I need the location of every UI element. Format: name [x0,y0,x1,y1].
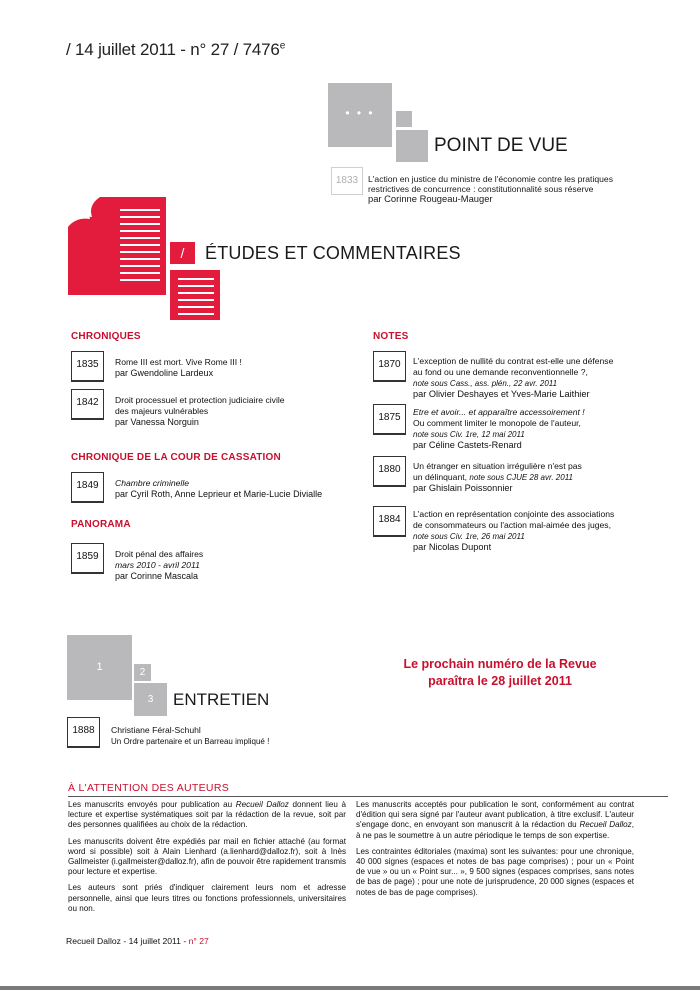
issue-suffix: e [279,40,286,52]
article-title: des majeurs vulnérables [115,406,209,416]
article-1833-text[interactable] [368,174,678,204]
heading-notes: NOTES [373,331,409,342]
entretien-icon-1: 1 [67,635,132,700]
heading-cour-de-cassation: CHRONIQUE DE LA COUR DE CASSATION [71,452,281,463]
article-author: par Nicolas Dupont [413,542,492,552]
article-title: un délinquant, [413,472,467,482]
article-number: 1849 [71,472,104,503]
text-line [178,278,214,280]
article-note: note sous CJUE 28 avr. 2011 [469,473,574,482]
section-title-entretien: ENTRETIEN [173,690,270,709]
article-text [413,461,582,494]
point-de-vue-icon-small-square [396,111,412,127]
text-line [178,299,214,301]
footer-text: Recueil Dalloz - 14 juillet 2011 - [66,936,189,946]
authors-notice-left-column [68,800,346,920]
next-issue-date: paraîtra le 28 juillet 2011 [428,674,572,688]
article-author: par Ghislain Poissonnier [413,483,513,493]
article-title-line: restrictives de concurrence : constitutionnalité sous réserve [368,184,594,194]
article-title: Droit pénal des affaires [115,549,204,559]
article-text [115,478,322,500]
article-number: 1875 [373,404,406,435]
heading-chroniques: CHRONIQUES [71,331,141,342]
text-line [120,265,160,267]
page-footer [66,936,209,946]
notice-paragraph: Les auteurs sont priés d'indiquer clairement leurs nom et adresse personnelle, ainsi que leurs titres ou fonctions professionnels, universitaires ou non. [68,883,346,913]
entretien-icon-3: 3 [134,683,167,716]
authors-notice-title: À L'ATTENTION DES AUTEURS [68,782,230,794]
text-line [178,285,214,287]
notice-paragraph: Les manuscrits doivent être expédiés par mail en fichier attaché (au format word si possible) soit à Alain Lienhard (a.lienhard@dalloz.fr), soit à Inès Gallmeister (i.gallmeister@dalloz.fr), afin de pouvoir être rapidement transmis pour lecture et expertise. [68,836,346,877]
article-number: 1888 [67,717,100,748]
text-line [120,230,160,232]
text-line [120,223,160,225]
article-title: Chambre criminelle [115,478,190,488]
article-number: 1835 [71,351,104,382]
article-text [413,509,614,553]
bottom-border [0,986,700,990]
article-author: par Olivier Deshayes et Yves-Marie Laithier [413,389,590,399]
next-issue-notice [360,656,640,690]
issue-line: / 14 juillet 2011 - n° 27 / 7476 [66,40,280,59]
slash-icon: / [170,242,195,264]
article-text [115,357,242,379]
article-note: note sous Civ. 1re, 12 mai 2011 [413,430,525,439]
issue-header [66,40,285,60]
point-de-vue-icon-mid-square [396,130,428,162]
article-author: par Cyril Roth, Anne Leprieur et Marie-Lucie Divialle [115,489,323,499]
article-number: 1859 [71,543,104,574]
article-title: de consommateurs ou l'action mal-aimée des juges, [413,520,611,530]
text-line [120,209,160,211]
article-author: par Céline Castets-Renard [413,440,522,450]
article-text [413,356,613,400]
article-author: par Corinne Rougeau-Mauger [368,193,493,204]
ellipsis-icon: • • • [345,106,375,120]
article-author: par Vanessa Norguin [115,417,199,427]
text-line [120,279,160,281]
article-note: note sous Cass., ass. plén., 22 avr. 2011 [413,379,558,388]
article-number-1833[interactable]: 1833 [331,167,363,195]
text-line [178,313,214,315]
section-title-etudes: ÉTUDES ET COMMENTAIRES [205,243,461,263]
text-line [120,272,160,274]
article-title: Droit processuel et protection judiciaire civile [115,395,285,405]
section-title-point-de-vue: POINT DE VUE [434,135,568,156]
article-title: Un étranger en situation irrégulière n'est pas [413,461,582,471]
interviewee-name: Christiane Féral-Schuhl [111,725,201,735]
text-line [178,306,214,308]
notice-paragraph: Les manuscrits acceptés pour publication le sont, conformément au contrat d'édition qui sera signé par l'auteur avant publication, à titre exclusif. L'auteur s'engage donc, en envoyant son manuscrit à la rédaction du Recueil Dalloz, à ne pas le soumettre à un autre périodique le temps de son expertise. [356,800,634,840]
notice-paragraph: Les manuscrits envoyés pour publication au Recueil Dalloz donnent lieu à lecture et expertise systématiques soit par la rédaction de la revue, soit par des personnes qualifiées au choix de la rédaction. [68,800,346,830]
text-line [120,251,160,253]
article-author: par Corinne Mascala [115,571,199,581]
article-text [111,725,269,747]
article-title: au fond ou une demande reconventionnelle ?, [413,367,588,377]
article-text [413,407,585,451]
article-text [115,549,203,582]
article-title: Rome III est mort. Vive Rome III ! [115,357,242,367]
text-line [120,244,160,246]
text-line [120,258,160,260]
article-title-line: L'action en justice du ministre de l'économie contre les pratiques [368,174,613,184]
footer-issue-number: n° 27 [188,936,209,946]
text-line [120,216,160,218]
article-number: 1842 [71,389,104,420]
article-title: L'action en représentation conjointe des associations [413,509,615,519]
article-title: Ou comment limiter le monopole de l'auteur, [413,418,581,428]
article-author: par Gwendoline Lardeux [115,368,214,378]
article-note: note sous Civ. 1re, 26 mai 2011 [413,532,525,541]
text-line [178,292,214,294]
article-number: 1880 [373,456,406,487]
document-icon [68,197,166,295]
entretien-icon-2: 2 [134,664,151,681]
authors-notice-right-column [356,800,634,904]
article-subtitle: mars 2010 - avril 2011 [115,560,200,570]
heading-panorama: PANORAMA [71,519,131,530]
next-issue-line: Le prochain numéro de la Revue [403,657,597,671]
interview-subtitle: Un Ordre partenaire et un Barreau impliqué ! [111,737,270,746]
article-number: 1870 [373,351,406,382]
notice-paragraph: Les contraintes éditoriales (maxima) sont les suivantes: pour une chronique, 40 000 signes (espaces et notes de bas page comprises) ; pour un « Point de vue » ou un « Point sur... », 9 500 signes (espaces comprises, sans notes de bas de page) ; pour une note de jurisprudence, 20 000 signes (espaces et notes de bas de page comprises). [356,846,634,897]
article-number: 1884 [373,506,406,537]
small-document-icon [170,270,220,320]
article-text [115,395,285,428]
article-title: Etre et avoir... et apparaître accessoirement ! [413,407,585,417]
divider [68,796,668,797]
text-line [120,237,160,239]
article-title: L'exception de nullité du contrat est-elle une défense [413,356,614,366]
